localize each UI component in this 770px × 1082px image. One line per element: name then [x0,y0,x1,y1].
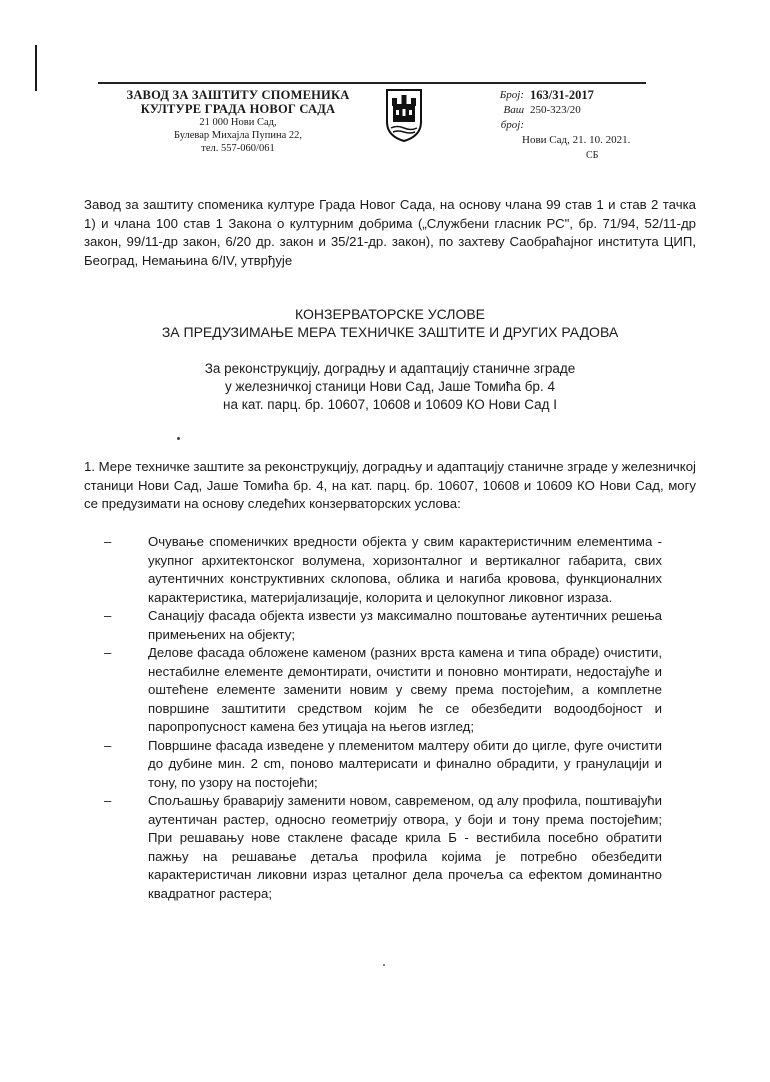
city-coat-of-arms-icon [385,88,423,142]
list-item [100,533,662,607]
institution-block [98,88,378,155]
institution-street: Булевар Михајла Пупина 22, [173,130,303,141]
list-item [100,644,662,737]
place-and-date: Нови Сад, 21. 10. 2021. [522,134,631,146]
document-title-line-2: ЗА ПРЕДУЗИМАЊЕ МЕРА ТЕХНИЧКЕ ЗАШТИТЕ И ДРУГИХ РАДОВА [161,324,619,340]
intro-paragraph: Завод за заштиту споменика културе Града Новог Сада, на основу члана 99 став 1 и став 2 тачка 1) и члана 100 став 1 Закона о културним добрима („Службени гласник РС", бр. 71/94, 52/11-др закон, 99/11-др закон, 6/20 др. закон и 35/21-др. закон), по захтеву Саобраћајног института ЦИП, Београд, Немањина 6/IV, утврђује [84,197,696,268]
conditions-list [100,533,662,903]
list-bullet-dash: – [104,645,112,660]
list-item [100,607,662,644]
list-item-text: Површине фасада изведене у племенитом малтеру обити до цигле, фуге очистити до дубине мин. 2 cm, поново малтерисати и финално обрадити, у гранулацији и тону, по узору на постојећи; [148,737,662,790]
list-item-text: Очување споменичких вредности објекта у свим карактеристичним елементима - укупног архитектонског волумена, хоризонталног и вертикалног габарита, свих аутентичних конструктивних склопова, облика и нагиба кровова, функционалних карактеристика, материјализације, колорита и целокупног ликовног израза. [148,534,662,605]
document-reference-block [486,88,656,163]
list-item-text: Санацију фасада објекта извести уз максимално поштовање аутентичних решења примењених на објекту; [148,608,662,642]
list-bullet-dash: – [104,793,112,808]
list-item [100,737,662,793]
list-bullet-dash: – [104,608,112,623]
list-bullet-dash: – [104,534,112,549]
letterhead [98,82,646,162]
scan-edge-mark [35,45,37,91]
scan-speck [177,437,180,440]
list-item [100,792,662,903]
institution-name-line-1: ЗАВОД ЗА ЗАШТИТУ СПОМЕНИКА [126,88,350,102]
subject-line-3: на кат. парц. бр. 10607, 10608 и 10609 КО Нови Сад I [222,397,557,412]
institution-name-line-2: КУЛТУРЕ ГРАДА НОВОГ САДА [140,102,336,116]
your-number-label: Ваш број: [500,104,524,131]
list-item-text: Спољашњу браварију заменити новом, савременом, од алу профила, поштивајући аутентичан растер, односно геометрију отвора, у боји и тону према постојећим; При решавању нове стаклене фасаде крила Б - вестибила посебно обратити пажњу на решавање детаља профила којима је потребно обезбедити карактеристичан ликовни израз цеталног дела прочеља са ефектом доминантно квадратног растера; [148,793,662,901]
number-value: 163/31-2017 [530,88,594,102]
institution-phone: тел. 557-060/061 [201,143,275,154]
list-item-text: Делове фасада обложене каменом (разних врста камена и типа обраде) очистити, нестабилне елементе демонтирати, очистити и поновно монтирати, недостајуће и оштећене елементе заменити новим у свему према постојећим, а комплетне површине заштитити средством којим ће се обезбедити водоодбојност и паропропусност камена без утицаја на његов изглед; [148,645,662,734]
your-number-value: 250-323/20 [530,104,581,116]
number-label: Број: [499,89,524,101]
document-title-line-1: КОНЗЕРВАТОРСКЕ УСЛОВЕ [294,306,486,322]
institution-postcode: 21 000 Нови Сад, [199,117,277,128]
letterhead-rule [98,82,646,84]
section-1-paragraph: 1. Мере техничке заштите за реконструкцију, доградњу и адаптацију станичне зграде у железничкој станици Нови Сад, Јаше Томића бр. 4, на кат. парц. бр. 10607, 10608 и 10609 КО Нови Сад, могу се предузимати на основу следећих конзерваторских услова: [84,459,696,511]
subject-line-1: За реконструкцију, доградњу и адаптацију станичне зграде [204,361,576,376]
list-bullet-dash: – [104,737,112,753]
author-initials: СБ [586,150,599,161]
subject-line-2: у железничкој станици Нови Сад, Јаше Томића бр. 4 [225,379,555,394]
scan-speck [383,964,385,966]
